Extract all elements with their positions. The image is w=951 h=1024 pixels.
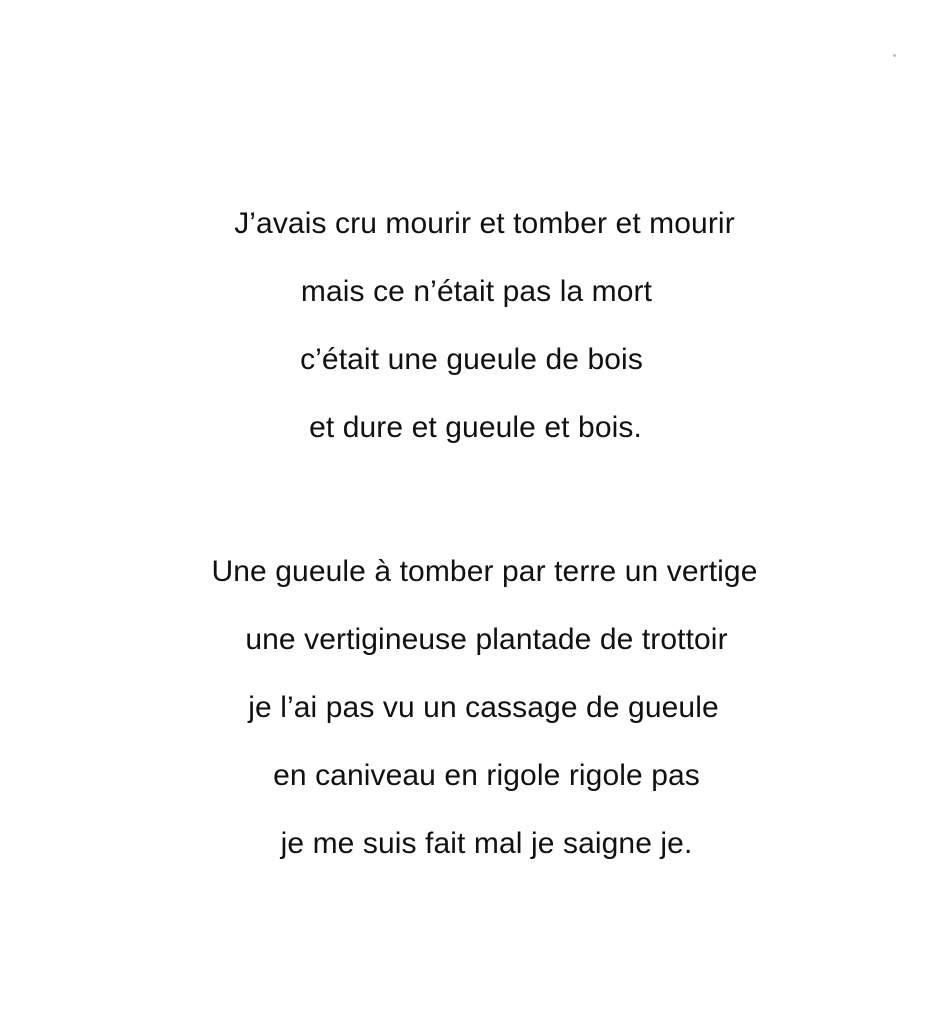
poem-line: J’avais cru mourir et tomber et mourir	[234, 207, 735, 240]
poem-line: je l’ai pas vu un cassage de gueule	[248, 691, 719, 724]
poem-line: une vertigineuse plantade de trottoir	[245, 623, 728, 656]
stanza-1	[0, 190, 951, 462]
poem-line: je me suis fait mal je saigne je.	[280, 827, 693, 860]
poem-line: Une gueule à tomber par terre un vertige	[211, 555, 758, 588]
stanza-2	[0, 538, 951, 878]
poem-line: mais ce n’était pas la mort	[300, 275, 653, 308]
poem-line: en caniveau en rigole rigole pas	[273, 759, 700, 792]
scan-speck	[893, 54, 896, 57]
poem-line: et dure et gueule et bois.	[309, 411, 642, 444]
poem-line: c’était une gueule de bois	[300, 343, 643, 376]
